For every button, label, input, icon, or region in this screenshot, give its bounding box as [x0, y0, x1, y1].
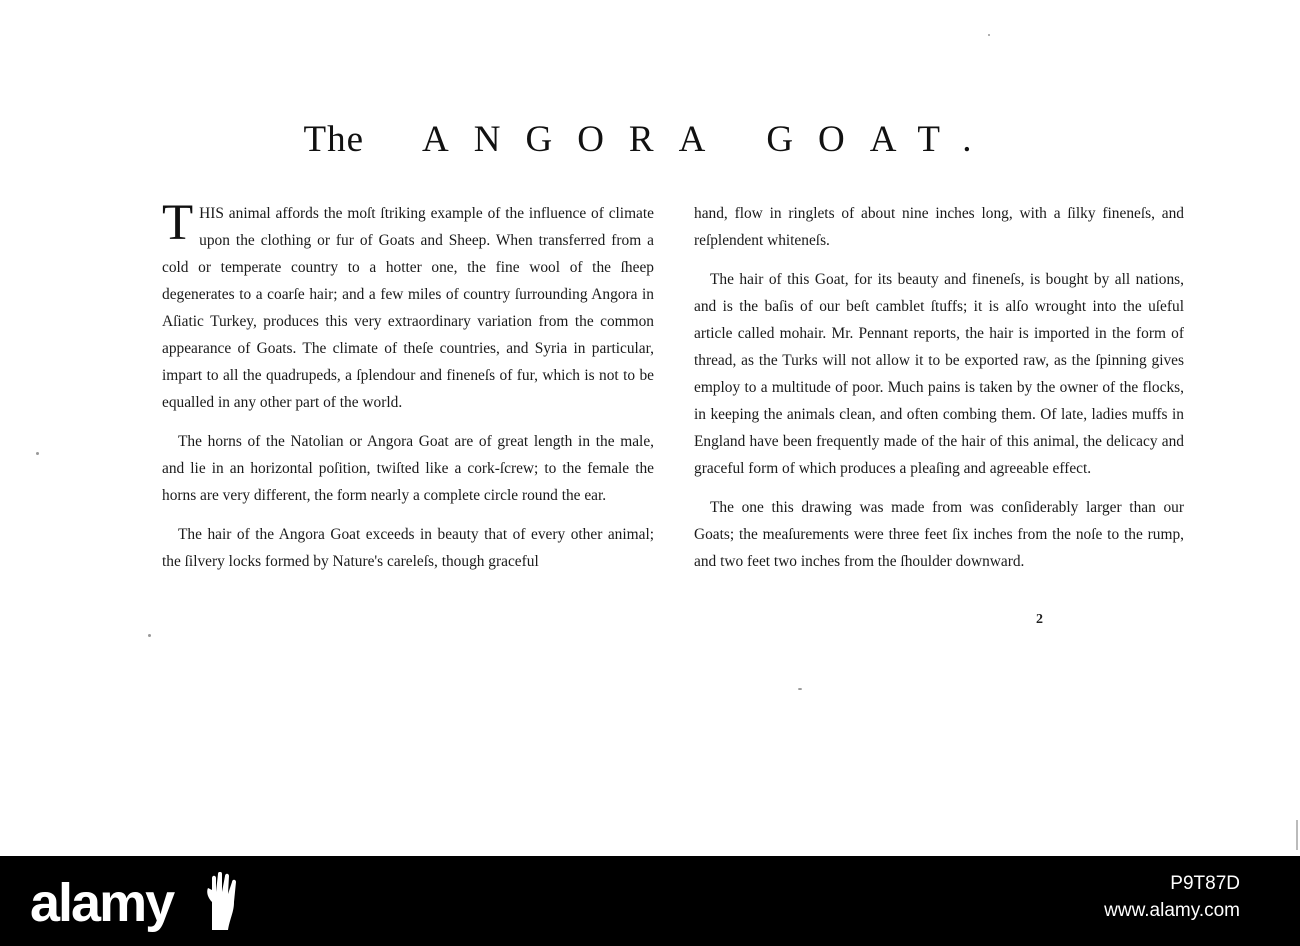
site-url: www.alamy.com — [1104, 900, 1240, 921]
title-word-angora: ANGORA — [422, 119, 731, 160]
right-column — [694, 200, 1184, 587]
alamy-hand-icon — [198, 872, 244, 932]
drop-cap: T — [162, 195, 194, 251]
page-number: 2 — [1036, 612, 1043, 627]
left-paragraph-3: The hair of the Angora Goat exceeds in beauty that of every other animal; the ſilvery locks formed by Nature's careleſs, though graceful — [162, 526, 654, 570]
page-title — [0, 118, 1300, 161]
left-paragraph-2: The horns of the Natolian or Angora Goat are of great length in the male, and lie in an horizontal poſition, twiſted like a cork-ſcrew; to the female the horns are very different, the form nearly a complete circle round the ear. — [162, 433, 654, 504]
left-column — [162, 195, 654, 587]
right-paragraph-3: The one this drawing was made from was conſiderably larger than our Goats; the meaſurements were three feet ſix inches from the noſe to the rump, and two feet two inches from the ſhoulder downward. — [694, 499, 1184, 570]
title-word-goat: GOAT. — [766, 119, 997, 160]
brand-logo: alamy — [30, 873, 174, 933]
title-prefix: The — [303, 119, 365, 160]
left-paragraph-1 — [162, 195, 654, 416]
scan-speck — [148, 634, 151, 637]
right-paragraph-1: hand, flow in ringlets of about nine inches long, with a ſilky fineneſs, and reſplendent whiteneſs. — [694, 205, 1184, 249]
scan-speck — [988, 34, 990, 36]
left-paragraph-1-text: HIS animal affords the moſt ſtriking example of the influence of climate upon the clothing or fur of Goats and Sheep. When transferred from a cold or temperate country to a hotter one, the fine wool of the ſheep degenerates to a coarſe hair; and a few miles of country ſurrounding Angora in Aſiatic Turkey, produces this very extraordinary variation from the common appearance of Goats. The climate of theſe countries, and Syria in particular, impart to all the quadrupeds, a ſplendour and fineneſs of fur, which is not to be equalled in any other part of the world. — [162, 205, 654, 411]
stock-image-id: P9T87D — [1170, 873, 1240, 894]
scan-speck — [1296, 820, 1298, 850]
scan-speck — [798, 688, 802, 690]
right-paragraph-2: The hair of this Goat, for its beauty and fineneſs, is bought by all nations, and is the baſis of our beſt camblet ſtuffs; it is alſo wrought into the uſeful article called mohair. Mr. Pennant reports, the hair is imported in the form of thread, as the Turks will not allow it to be exported raw, as the ſpinning gives employ to a multitude of poor. Much pains is taken by the owner of the flocks, in keeping the animals clean, and often combing them. Of late, ladies muffs in England have been frequently made of the hair of this animal, the delicacy and graceful form of which produces a pleaſing and agreeable effect. — [694, 271, 1184, 477]
scan-speck — [36, 452, 39, 455]
